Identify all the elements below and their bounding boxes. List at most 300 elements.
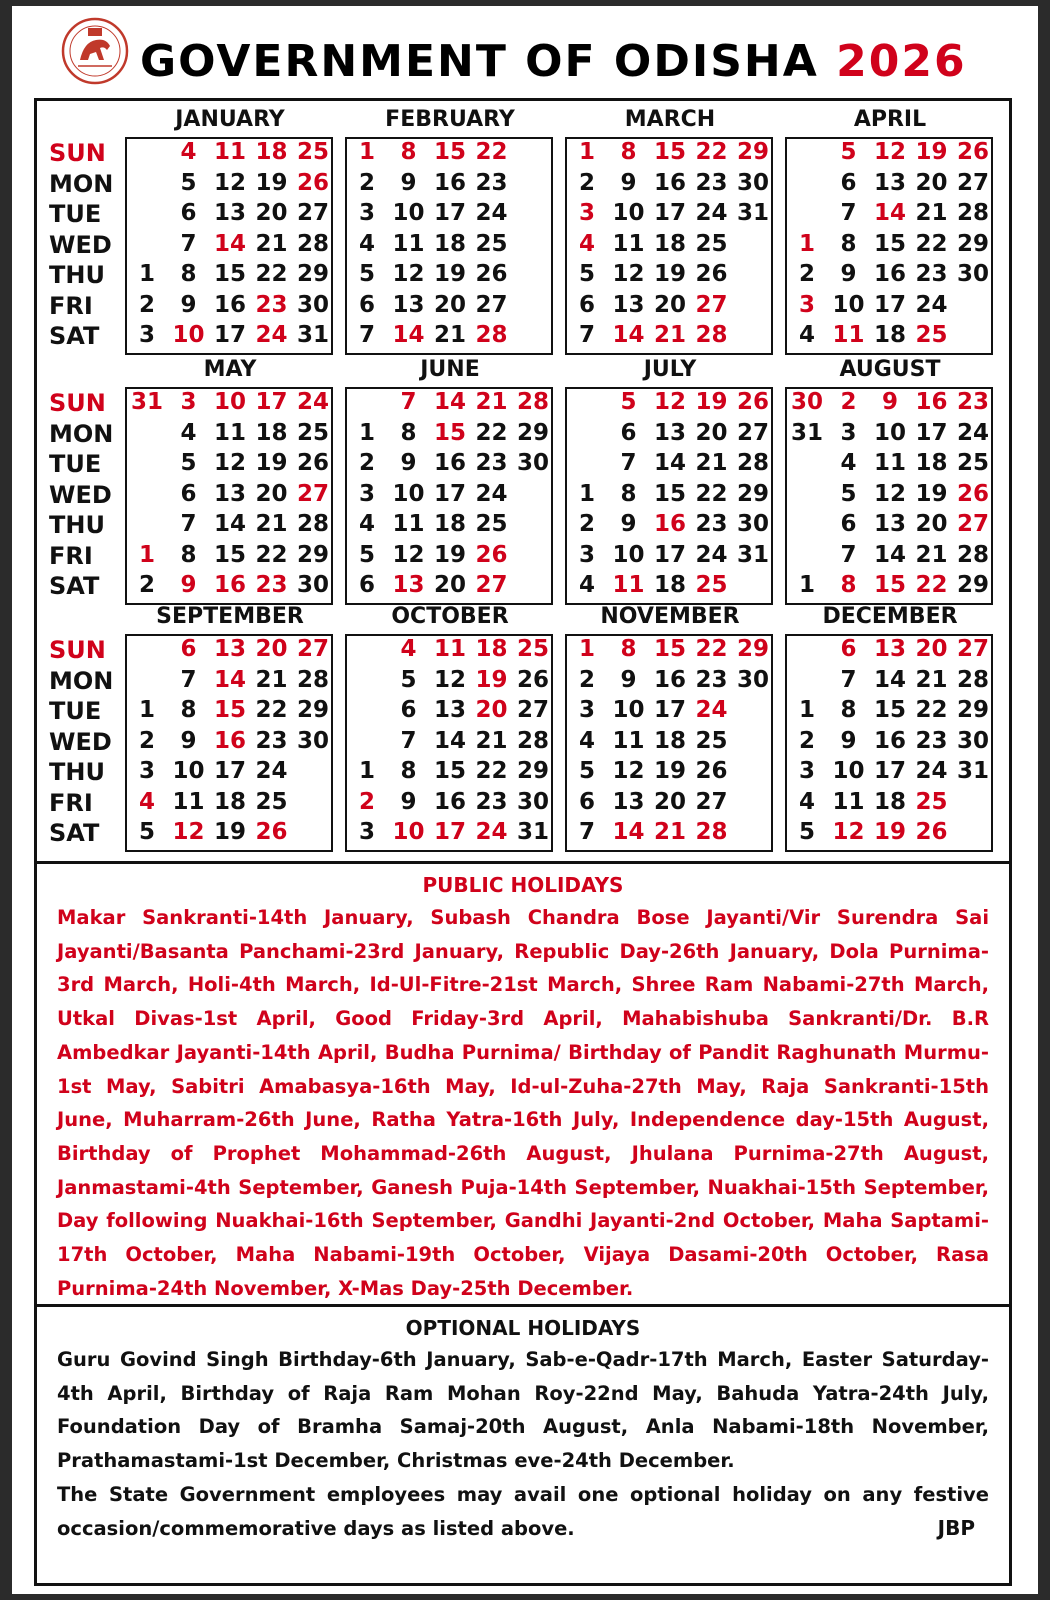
day-cell: 16 xyxy=(433,788,466,815)
day-cell: 6 xyxy=(578,291,595,318)
day-cell: 7 xyxy=(840,541,857,568)
day-cell: 27 xyxy=(475,572,508,598)
day-cell: 17 xyxy=(653,200,686,226)
day-cell: 28 xyxy=(956,666,989,693)
day-cell: 5 xyxy=(798,819,815,845)
day-cell: 13 xyxy=(873,169,906,196)
day-cell: 14 xyxy=(433,389,466,415)
weekday-label: FRI xyxy=(49,788,93,817)
day-cell: 8 xyxy=(840,697,857,723)
day-cell: 10 xyxy=(873,419,906,446)
day-cell: 4 xyxy=(578,572,595,598)
day-cell: 1 xyxy=(578,139,595,165)
day-cell: 24 xyxy=(695,541,728,568)
day-cell: 24 xyxy=(695,697,728,723)
day-cell: 16 xyxy=(873,727,906,754)
optional-holidays-note: The State Government employees may avail one optional holiday on any festive occasion/commemorative days as listed above. xyxy=(57,1483,989,1540)
day-cell: 11 xyxy=(392,511,425,537)
day-cell: 23 xyxy=(695,511,728,537)
day-cell: 5 xyxy=(840,139,857,165)
month-title: MAY xyxy=(203,357,257,382)
day-cell: 22 xyxy=(695,480,728,507)
day-cell: 14 xyxy=(873,541,906,568)
day-cell: 19 xyxy=(873,819,906,845)
day-cell: 22 xyxy=(255,697,288,723)
day-cell: 7 xyxy=(400,389,417,415)
day-cell: 18 xyxy=(873,322,906,348)
day-cell: 18 xyxy=(873,788,906,815)
day-cell: 21 xyxy=(433,322,466,348)
day-cell: 25 xyxy=(296,419,329,446)
day-cell: 9 xyxy=(400,450,417,476)
day-cell: 25 xyxy=(915,788,948,815)
day-cell: 6 xyxy=(840,169,857,196)
day-cell: 2 xyxy=(578,511,595,537)
day-cell: 24 xyxy=(695,200,728,226)
day-cell: 15 xyxy=(433,139,466,165)
day-cell: 1 xyxy=(358,758,375,784)
day-cell: 2 xyxy=(358,450,375,476)
day-cell: 24 xyxy=(296,389,329,415)
day-cell: 4 xyxy=(138,788,155,815)
day-cell: 31 xyxy=(956,758,989,784)
day-cell: 3 xyxy=(358,819,375,845)
day-cell: 10 xyxy=(392,819,425,845)
day-cell: 5 xyxy=(180,450,197,476)
day-cell: 30 xyxy=(736,666,769,693)
day-cell: 15 xyxy=(653,636,686,662)
day-cell: 28 xyxy=(516,727,549,754)
main-frame xyxy=(34,98,1012,1586)
day-cell: 14 xyxy=(653,450,686,476)
day-cell: 12 xyxy=(832,819,865,845)
day-cell: 14 xyxy=(213,230,246,257)
day-cell: 5 xyxy=(358,541,375,568)
day-cell: 13 xyxy=(873,511,906,537)
month-title: OCTOBER xyxy=(391,604,509,629)
weekday-label: THU xyxy=(49,758,105,786)
divider xyxy=(37,1304,1009,1307)
day-cell: 1 xyxy=(578,636,595,662)
day-cell: 25 xyxy=(255,788,288,815)
day-cell: 11 xyxy=(433,636,466,662)
day-cell: 10 xyxy=(612,697,645,723)
day-cell: 20 xyxy=(915,169,948,196)
day-cell: 2 xyxy=(798,727,815,754)
day-cell: 18 xyxy=(653,572,686,598)
day-cell: 31 xyxy=(130,389,163,415)
page-title xyxy=(140,36,1020,87)
day-cell: 16 xyxy=(653,666,686,693)
day-cell: 8 xyxy=(620,480,637,507)
day-cell: 20 xyxy=(255,480,288,507)
day-cell: 20 xyxy=(695,419,728,446)
title-year: 2026 xyxy=(836,36,967,87)
day-cell: 19 xyxy=(255,169,288,196)
weekday-label: SAT xyxy=(49,819,100,847)
day-cell: 6 xyxy=(840,511,857,537)
day-cell: 22 xyxy=(915,230,948,257)
day-cell: 6 xyxy=(620,419,637,446)
day-cell: 5 xyxy=(578,758,595,784)
day-cell: 7 xyxy=(578,322,595,348)
day-cell: 9 xyxy=(840,727,857,754)
day-cell: 18 xyxy=(213,788,246,815)
day-cell: 23 xyxy=(255,291,288,318)
day-cell: 25 xyxy=(695,572,728,598)
day-cell: 30 xyxy=(296,572,329,598)
day-cell: 26 xyxy=(695,261,728,287)
day-cell: 22 xyxy=(915,697,948,723)
day-cell: 26 xyxy=(296,450,329,476)
day-cell: 25 xyxy=(695,727,728,754)
day-cell: 27 xyxy=(956,511,989,537)
weekday-label: MON xyxy=(49,169,114,198)
day-cell: 4 xyxy=(400,636,417,662)
day-cell: 17 xyxy=(873,291,906,318)
public-holidays-title: PUBLIC HOLIDAYS xyxy=(422,873,624,897)
day-cell: 10 xyxy=(832,291,865,318)
optional-holidays-text: Guru Govind Singh Birthday-6th January, Sab-e-Qadr-17th March, Easter Saturday-4th April, Birthday of Raja Ram Mohan Roy-22nd May, Bahuda Yatra-24th July, Foundation Day of Bramha Samaj-20th August, Anla Nabami-18th November, Prathamastami-1st December, Christmas eve-24th December. xyxy=(57,1348,989,1473)
day-cell: 11 xyxy=(832,788,865,815)
month-title: APRIL xyxy=(853,107,927,132)
weekday-label: TUE xyxy=(49,697,102,725)
day-cell: 10 xyxy=(612,541,645,568)
day-cell: 26 xyxy=(255,819,288,845)
day-cell: 20 xyxy=(475,697,508,723)
day-cell: 2 xyxy=(358,169,375,196)
day-cell: 3 xyxy=(138,322,155,348)
day-cell: 21 xyxy=(695,450,728,476)
day-cell: 16 xyxy=(213,727,246,754)
day-cell: 17 xyxy=(213,322,246,348)
day-cell: 27 xyxy=(516,697,549,723)
signature: JBP xyxy=(937,1516,975,1540)
day-cell: 13 xyxy=(392,572,425,598)
day-cell: 7 xyxy=(180,666,197,693)
day-cell: 25 xyxy=(475,511,508,537)
day-cell: 18 xyxy=(475,636,508,662)
month-title: JUNE xyxy=(420,357,480,382)
day-cell: 23 xyxy=(475,788,508,815)
day-cell: 17 xyxy=(255,389,288,415)
day-cell: 18 xyxy=(255,419,288,446)
day-cell: 27 xyxy=(956,169,989,196)
weekday-label: FRI xyxy=(49,291,93,320)
day-cell: 1 xyxy=(138,697,155,723)
day-cell: 26 xyxy=(956,480,989,507)
day-cell: 1 xyxy=(138,261,155,287)
day-cell: 24 xyxy=(956,419,989,446)
day-cell: 19 xyxy=(695,389,728,415)
weekday-label: TUE xyxy=(49,450,102,478)
day-cell: 29 xyxy=(296,541,329,568)
day-cell: 13 xyxy=(612,788,645,815)
day-cell: 8 xyxy=(400,758,417,784)
day-cell: 23 xyxy=(255,572,288,598)
day-cell: 25 xyxy=(695,230,728,257)
day-cell: 5 xyxy=(620,389,637,415)
day-cell: 29 xyxy=(736,480,769,507)
day-cell: 6 xyxy=(578,788,595,815)
day-cell: 23 xyxy=(915,261,948,287)
day-cell: 21 xyxy=(915,200,948,226)
day-cell: 26 xyxy=(296,169,329,196)
weekday-label: WED xyxy=(49,480,112,509)
day-cell: 24 xyxy=(475,200,508,226)
day-cell: 10 xyxy=(832,758,865,784)
day-cell: 18 xyxy=(915,450,948,476)
day-cell: 30 xyxy=(736,511,769,537)
day-cell: 11 xyxy=(832,322,865,348)
day-cell: 4 xyxy=(358,511,375,537)
day-cell: 14 xyxy=(612,819,645,845)
day-cell: 31 xyxy=(736,541,769,568)
day-cell: 17 xyxy=(915,419,948,446)
day-cell: 30 xyxy=(296,727,329,754)
day-cell: 20 xyxy=(433,572,466,598)
day-cell: 1 xyxy=(798,230,815,257)
day-cell: 16 xyxy=(653,511,686,537)
day-cell: 12 xyxy=(392,261,425,287)
day-cell: 7 xyxy=(840,666,857,693)
day-cell: 13 xyxy=(213,636,246,662)
day-cell: 11 xyxy=(172,788,205,815)
day-cell: 25 xyxy=(296,139,329,165)
day-cell: 19 xyxy=(255,450,288,476)
day-cell: 21 xyxy=(475,389,508,415)
day-cell: 15 xyxy=(213,697,246,723)
day-cell: 22 xyxy=(695,636,728,662)
day-cell: 2 xyxy=(138,727,155,754)
day-cell: 18 xyxy=(653,230,686,257)
weekday-label: FRI xyxy=(49,541,93,570)
day-cell: 5 xyxy=(358,261,375,287)
day-cell: 26 xyxy=(695,758,728,784)
day-cell: 22 xyxy=(255,541,288,568)
day-cell: 19 xyxy=(653,758,686,784)
day-cell: 21 xyxy=(255,230,288,257)
day-cell: 13 xyxy=(612,291,645,318)
day-cell: 16 xyxy=(433,169,466,196)
day-cell: 2 xyxy=(578,169,595,196)
weekday-label: MON xyxy=(49,666,114,695)
day-cell: 17 xyxy=(653,697,686,723)
day-cell: 17 xyxy=(873,758,906,784)
weekday-label: WED xyxy=(49,727,112,756)
day-cell: 8 xyxy=(400,419,417,446)
day-cell: 5 xyxy=(180,169,197,196)
day-cell: 1 xyxy=(138,541,155,568)
day-cell: 24 xyxy=(915,291,948,318)
day-cell: 9 xyxy=(400,788,417,815)
day-cell: 28 xyxy=(516,389,549,415)
day-cell: 21 xyxy=(653,819,686,845)
day-cell: 16 xyxy=(213,572,246,598)
month-title: SEPTEMBER xyxy=(156,604,304,629)
day-cell: 7 xyxy=(180,230,197,257)
day-cell: 29 xyxy=(296,261,329,287)
day-cell: 4 xyxy=(578,727,595,754)
day-cell: 8 xyxy=(620,636,637,662)
day-cell: 9 xyxy=(881,389,898,415)
day-cell: 26 xyxy=(475,541,508,568)
day-cell: 12 xyxy=(392,541,425,568)
day-cell: 28 xyxy=(956,541,989,568)
day-cell: 12 xyxy=(433,666,466,693)
weekday-label: SUN xyxy=(49,389,106,417)
day-cell: 2 xyxy=(840,389,857,415)
day-cell: 29 xyxy=(516,419,549,446)
day-cell: 2 xyxy=(138,572,155,598)
day-cell: 19 xyxy=(433,541,466,568)
day-cell: 30 xyxy=(516,450,549,476)
day-cell: 19 xyxy=(475,666,508,693)
day-cell: 21 xyxy=(255,511,288,537)
day-cell: 9 xyxy=(620,511,637,537)
day-cell: 6 xyxy=(180,636,197,662)
day-cell: 2 xyxy=(358,788,375,815)
day-cell: 31 xyxy=(516,819,549,845)
day-cell: 20 xyxy=(653,291,686,318)
weekday-label: SUN xyxy=(49,139,106,167)
day-cell: 1 xyxy=(578,480,595,507)
day-cell: 18 xyxy=(255,139,288,165)
day-cell: 14 xyxy=(612,322,645,348)
day-cell: 11 xyxy=(213,419,246,446)
day-cell: 21 xyxy=(915,666,948,693)
day-cell: 26 xyxy=(736,389,769,415)
day-cell: 15 xyxy=(433,419,466,446)
day-cell: 11 xyxy=(612,572,645,598)
day-cell: 25 xyxy=(475,230,508,257)
day-cell: 29 xyxy=(956,230,989,257)
day-cell: 29 xyxy=(296,697,329,723)
day-cell: 10 xyxy=(172,322,205,348)
day-cell: 10 xyxy=(213,389,246,415)
day-cell: 23 xyxy=(915,727,948,754)
day-cell: 2 xyxy=(798,261,815,287)
day-cell: 9 xyxy=(620,169,637,196)
day-cell: 20 xyxy=(653,788,686,815)
day-cell: 14 xyxy=(213,511,246,537)
day-cell: 23 xyxy=(695,169,728,196)
day-cell: 11 xyxy=(873,450,906,476)
day-cell: 10 xyxy=(392,480,425,507)
day-cell: 12 xyxy=(213,450,246,476)
day-cell: 13 xyxy=(213,480,246,507)
day-cell: 25 xyxy=(956,450,989,476)
day-cell: 12 xyxy=(653,389,686,415)
day-cell: 10 xyxy=(392,200,425,226)
day-cell: 16 xyxy=(653,169,686,196)
day-cell: 20 xyxy=(255,200,288,226)
odisha-emblem-icon xyxy=(60,16,130,86)
day-cell: 13 xyxy=(653,419,686,446)
day-cell: 12 xyxy=(612,758,645,784)
month-title: JANUARY xyxy=(175,107,285,132)
day-cell: 8 xyxy=(620,139,637,165)
day-cell: 30 xyxy=(296,291,329,318)
day-cell: 14 xyxy=(213,666,246,693)
day-cell: 24 xyxy=(255,322,288,348)
day-cell: 26 xyxy=(915,819,948,845)
title-text: GOVERNMENT OF ODISHA xyxy=(140,36,819,87)
day-cell: 3 xyxy=(798,758,815,784)
day-cell: 22 xyxy=(255,261,288,287)
optional-holidays-title: OPTIONAL HOLIDAYS xyxy=(405,1316,641,1340)
day-cell: 28 xyxy=(296,230,329,257)
day-cell: 16 xyxy=(915,389,948,415)
header xyxy=(12,6,1038,96)
day-cell: 15 xyxy=(873,697,906,723)
day-cell: 1 xyxy=(798,697,815,723)
weekday-label: THU xyxy=(49,511,105,539)
day-cell: 15 xyxy=(873,230,906,257)
day-cell: 19 xyxy=(213,819,246,845)
day-cell: 9 xyxy=(620,666,637,693)
day-cell: 4 xyxy=(840,450,857,476)
day-cell: 30 xyxy=(790,389,823,415)
month-title: NOVEMBER xyxy=(600,604,740,629)
day-cell: 26 xyxy=(475,261,508,287)
day-cell: 23 xyxy=(475,450,508,476)
day-cell: 8 xyxy=(840,230,857,257)
day-cell: 6 xyxy=(358,291,375,318)
day-cell: 22 xyxy=(695,139,728,165)
day-cell: 13 xyxy=(392,291,425,318)
weekday-label: WED xyxy=(49,230,112,259)
day-cell: 3 xyxy=(578,697,595,723)
day-cell: 8 xyxy=(840,572,857,598)
day-cell: 28 xyxy=(695,819,728,845)
day-cell: 25 xyxy=(915,322,948,348)
day-cell: 29 xyxy=(736,636,769,662)
day-cell: 27 xyxy=(296,636,329,662)
day-cell: 1 xyxy=(358,419,375,446)
public-holidays-text: Makar Sankranti-14th January, Subash Chandra Bose Jayanti/Vir Surendra Sai Jayanti/Basanta Panchami-23rd January, Republic Day-26th January, Dola Purnima-3rd March, Holi-4th March, Id-Ul-Fitre-21st March, Shree Ram Nabami-27th March, Utkal Divas-1st April, Good Friday-3rd April, Mahabishuba Sankranti/Dr. B.R Ambedkar Jayanti-14th April, Budha Purnima/ Birthday of Pandit Raghunath Murmu-1st May, Sabitri Amabasya-16th May, Id-ul-Zuha-27th May, Raja Sankranti-15th June, Muharram-26th June, Ratha Yatra-16th July, Independence day-15th August, Birthday of Prophet Mohammad-26th August, Jhulana Purnima-27th August, Janmastami-4th September, Ganesh Puja-14th September, Nuakhai-15th September, Day following Nuakhai-16th September, Gandhi Jayanti-2nd October, Maha Saptami-17th October, Maha Nabami-19th October, Vijaya Dasami-20th October, Rasa Purnima-24th November, X-Mas Day-25th December. xyxy=(57,906,989,1300)
day-cell: 11 xyxy=(612,727,645,754)
day-cell: 12 xyxy=(612,261,645,287)
day-cell: 15 xyxy=(433,758,466,784)
day-cell: 19 xyxy=(653,261,686,287)
day-cell: 3 xyxy=(798,291,815,318)
day-cell: 27 xyxy=(736,419,769,446)
day-cell: 11 xyxy=(612,230,645,257)
day-cell: 10 xyxy=(172,758,205,784)
day-cell: 22 xyxy=(475,139,508,165)
day-cell: 24 xyxy=(255,758,288,784)
day-cell: 14 xyxy=(433,727,466,754)
day-cell: 8 xyxy=(180,261,197,287)
day-cell: 12 xyxy=(213,169,246,196)
day-cell: 7 xyxy=(840,200,857,226)
day-cell: 24 xyxy=(475,480,508,507)
day-cell: 19 xyxy=(915,139,948,165)
day-cell: 20 xyxy=(433,291,466,318)
day-cell: 17 xyxy=(213,758,246,784)
day-cell: 6 xyxy=(180,200,197,226)
day-cell: 3 xyxy=(578,541,595,568)
weekday-label: THU xyxy=(49,261,105,289)
day-cell: 28 xyxy=(475,322,508,348)
weekday-label: MON xyxy=(49,419,114,448)
day-cell: 15 xyxy=(873,572,906,598)
day-cell: 30 xyxy=(736,169,769,196)
day-cell: 17 xyxy=(653,541,686,568)
weekday-label: SAT xyxy=(49,572,100,600)
day-cell: 14 xyxy=(392,322,425,348)
